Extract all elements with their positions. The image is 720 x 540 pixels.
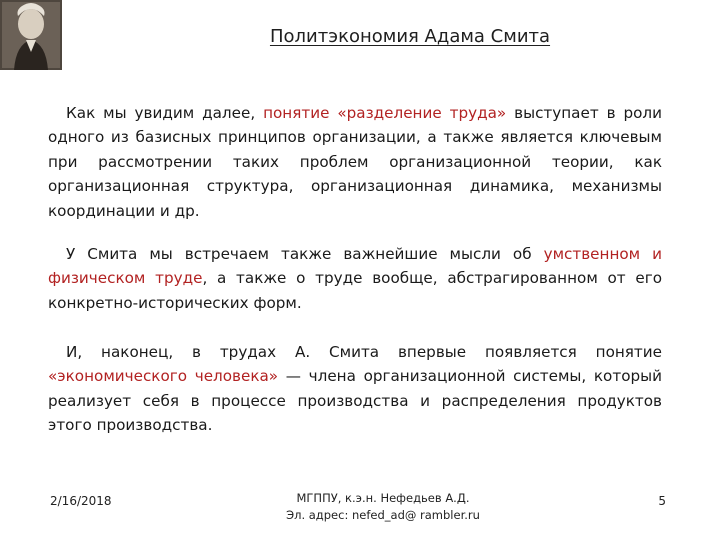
paragraph-text: , а также о труде вообще, абстрагированном от его конкретно-исторических форм.: [48, 269, 662, 312]
paragraph-text: выступает в роли одного из базисных принципов организации, а также является ключевым при рассмотрении таких проблем организационной теории, как организационная структура, организационная динамика, механизмы координации и др.: [48, 104, 662, 220]
paragraph-text: Как мы увидим далее,: [66, 104, 264, 122]
footer-email: Эл. адрес: nefed_ad@ rambler.ru: [286, 508, 480, 522]
paragraph-text: У Смита мы встречаем также важнейшие мысли об: [66, 245, 544, 263]
paragraph-division-of-labor: [48, 101, 662, 223]
highlighted-term: понятие «разделение труда»: [263, 104, 507, 122]
highlighted-term: «экономического человека»: [48, 367, 279, 386]
paragraph-text: И, наконец, в трудах А. Смита впервые появляется понятие: [66, 343, 662, 361]
paragraph-text: — члена организационной системы, который реализует себя в процессе производства и распределения продуктов этого производства.: [48, 367, 662, 435]
highlighted-term: умственном и физическом труде: [48, 245, 662, 288]
footer-author-block: [250, 490, 516, 524]
paragraph-mental-physical-labor: [48, 242, 662, 315]
slide-title: Политэкономия Адама Смита: [269, 26, 551, 47]
footer-author: МГППУ, к.э.н. Нефедьев А.Д.: [296, 491, 470, 505]
page-number: 5: [658, 494, 666, 508]
paragraph-economic-man: [48, 340, 662, 438]
footer-date: 2/16/2018: [50, 494, 112, 508]
